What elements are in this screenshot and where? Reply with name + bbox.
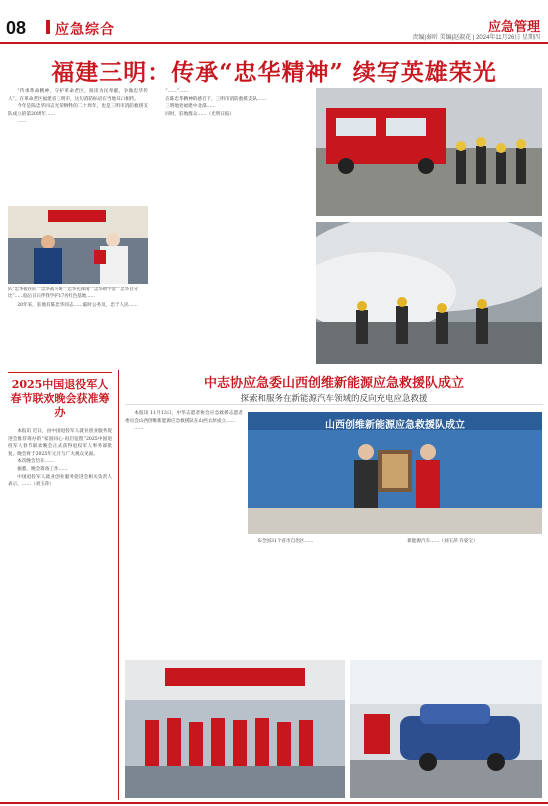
ceremony-banner-text: 山西创维新能源应急救援队成立 (325, 420, 465, 431)
masthead-brand: 应急管理 (487, 19, 540, 34)
sidebar-rule (8, 372, 112, 373)
article1-photo-firefighters-truck (316, 88, 542, 216)
article1-paragraph: 今年是陈忠华同志光荣牺牲的二十周年，也是三明市消防救援支队成立的第20周年…… (8, 104, 148, 117)
article2-column-2 (248, 538, 393, 658)
article2-photo-team (125, 660, 345, 798)
article2-photo-vehicle (350, 660, 542, 798)
article1-paragraph: 20年来，驻地有陈忠华同志……临时公务员，忠于人民…… (17, 303, 138, 308)
page-header (0, 0, 548, 46)
page-number: 08 (6, 18, 27, 38)
article1-paragraph: 三明地处福建中北部…… (165, 104, 216, 110)
article1-paragraph: 同时，驻地群众……（光明日报） (165, 111, 235, 117)
section-title: 应急综合 (55, 21, 115, 37)
article1-photo-caption: 队“忠华接茬队”“忠华战斗班”“忠华先锋岗”“忠华助学金”“忠华百分比”……临后日日伴我学护17名红色基地…… (8, 287, 138, 299)
article1-column-1b (8, 302, 148, 366)
article1-headline: 福建三明：传承“忠华精神” 续写英雄荣光 (51, 59, 497, 86)
page-number-divider (46, 20, 50, 34)
article2-paragraph: 新能源汽车……（刘玉萍 许姿宝） (407, 539, 478, 544)
sidebar-paragraph: 中国退役军人就业创业服务促进会相关负责人表示，……（刘玉萍） (8, 474, 112, 488)
sidebar-paragraph: 本次晚会旨在…… (17, 459, 54, 465)
article1-photo-smoke-drill (316, 222, 542, 364)
column-divider (118, 370, 119, 800)
article2-subheadline: 探索和服务在新能源汽车领域的反向充电应急救援 (240, 394, 428, 404)
sidebar-paragraph: 本报讯 近日，由中国退役军人就业创业服务促进会推荐筹办的“家国同心·再启征程”2025中国退役军人春节联欢晚会正式获得退役军人事务部批复，晚会将于2025年元月与广大观众见面。 (8, 429, 112, 457)
sidebar-paragraph: 据悉，晚会筹备工作…… (17, 466, 68, 472)
article1-paragraph: “传承革命精神，守护革命老区，阅读为民奉献，争做忠华传人”。在革命老区福建省三明市，这句消防标语在当地耳口相传。 (8, 89, 148, 102)
article2-rule (125, 404, 543, 405)
sidebar-headline: 2025中国退役军人春节联欢晚会获准筹办 (10, 378, 110, 419)
article2-paragraph: …… (134, 426, 144, 432)
article2-column-3 (398, 538, 542, 658)
article1-paragraph: “……”…… (165, 89, 189, 94)
article2-photo-ceremony (248, 412, 542, 534)
article1-column-2 (156, 88, 311, 366)
issue-info: 责编|秦昕 美编|赵淑花 | 2024年11月26日 星期四 (412, 35, 540, 41)
sidebar-body (8, 428, 112, 798)
article1-paragraph: …… (17, 119, 27, 125)
article2-paragraph: 布全国31个省市自治区…… (257, 539, 314, 544)
article2-headline: 中志协应急委山西创维新能源应急救援队成立 (203, 376, 464, 391)
article1-photo-veterans (8, 206, 148, 284)
article2-paragraph: 本报讯 11月13日，中华志愿者协会应急救援志愿者委员会山西创维新能源应急救援队在山西太原成立…… (125, 411, 243, 424)
footer-rule (0, 802, 548, 804)
header-divider (0, 42, 548, 44)
article1-paragraph: 在陈忠华精神的感召下，三明市消防救援支队…… (165, 96, 267, 102)
article1-column-1a (8, 88, 148, 203)
